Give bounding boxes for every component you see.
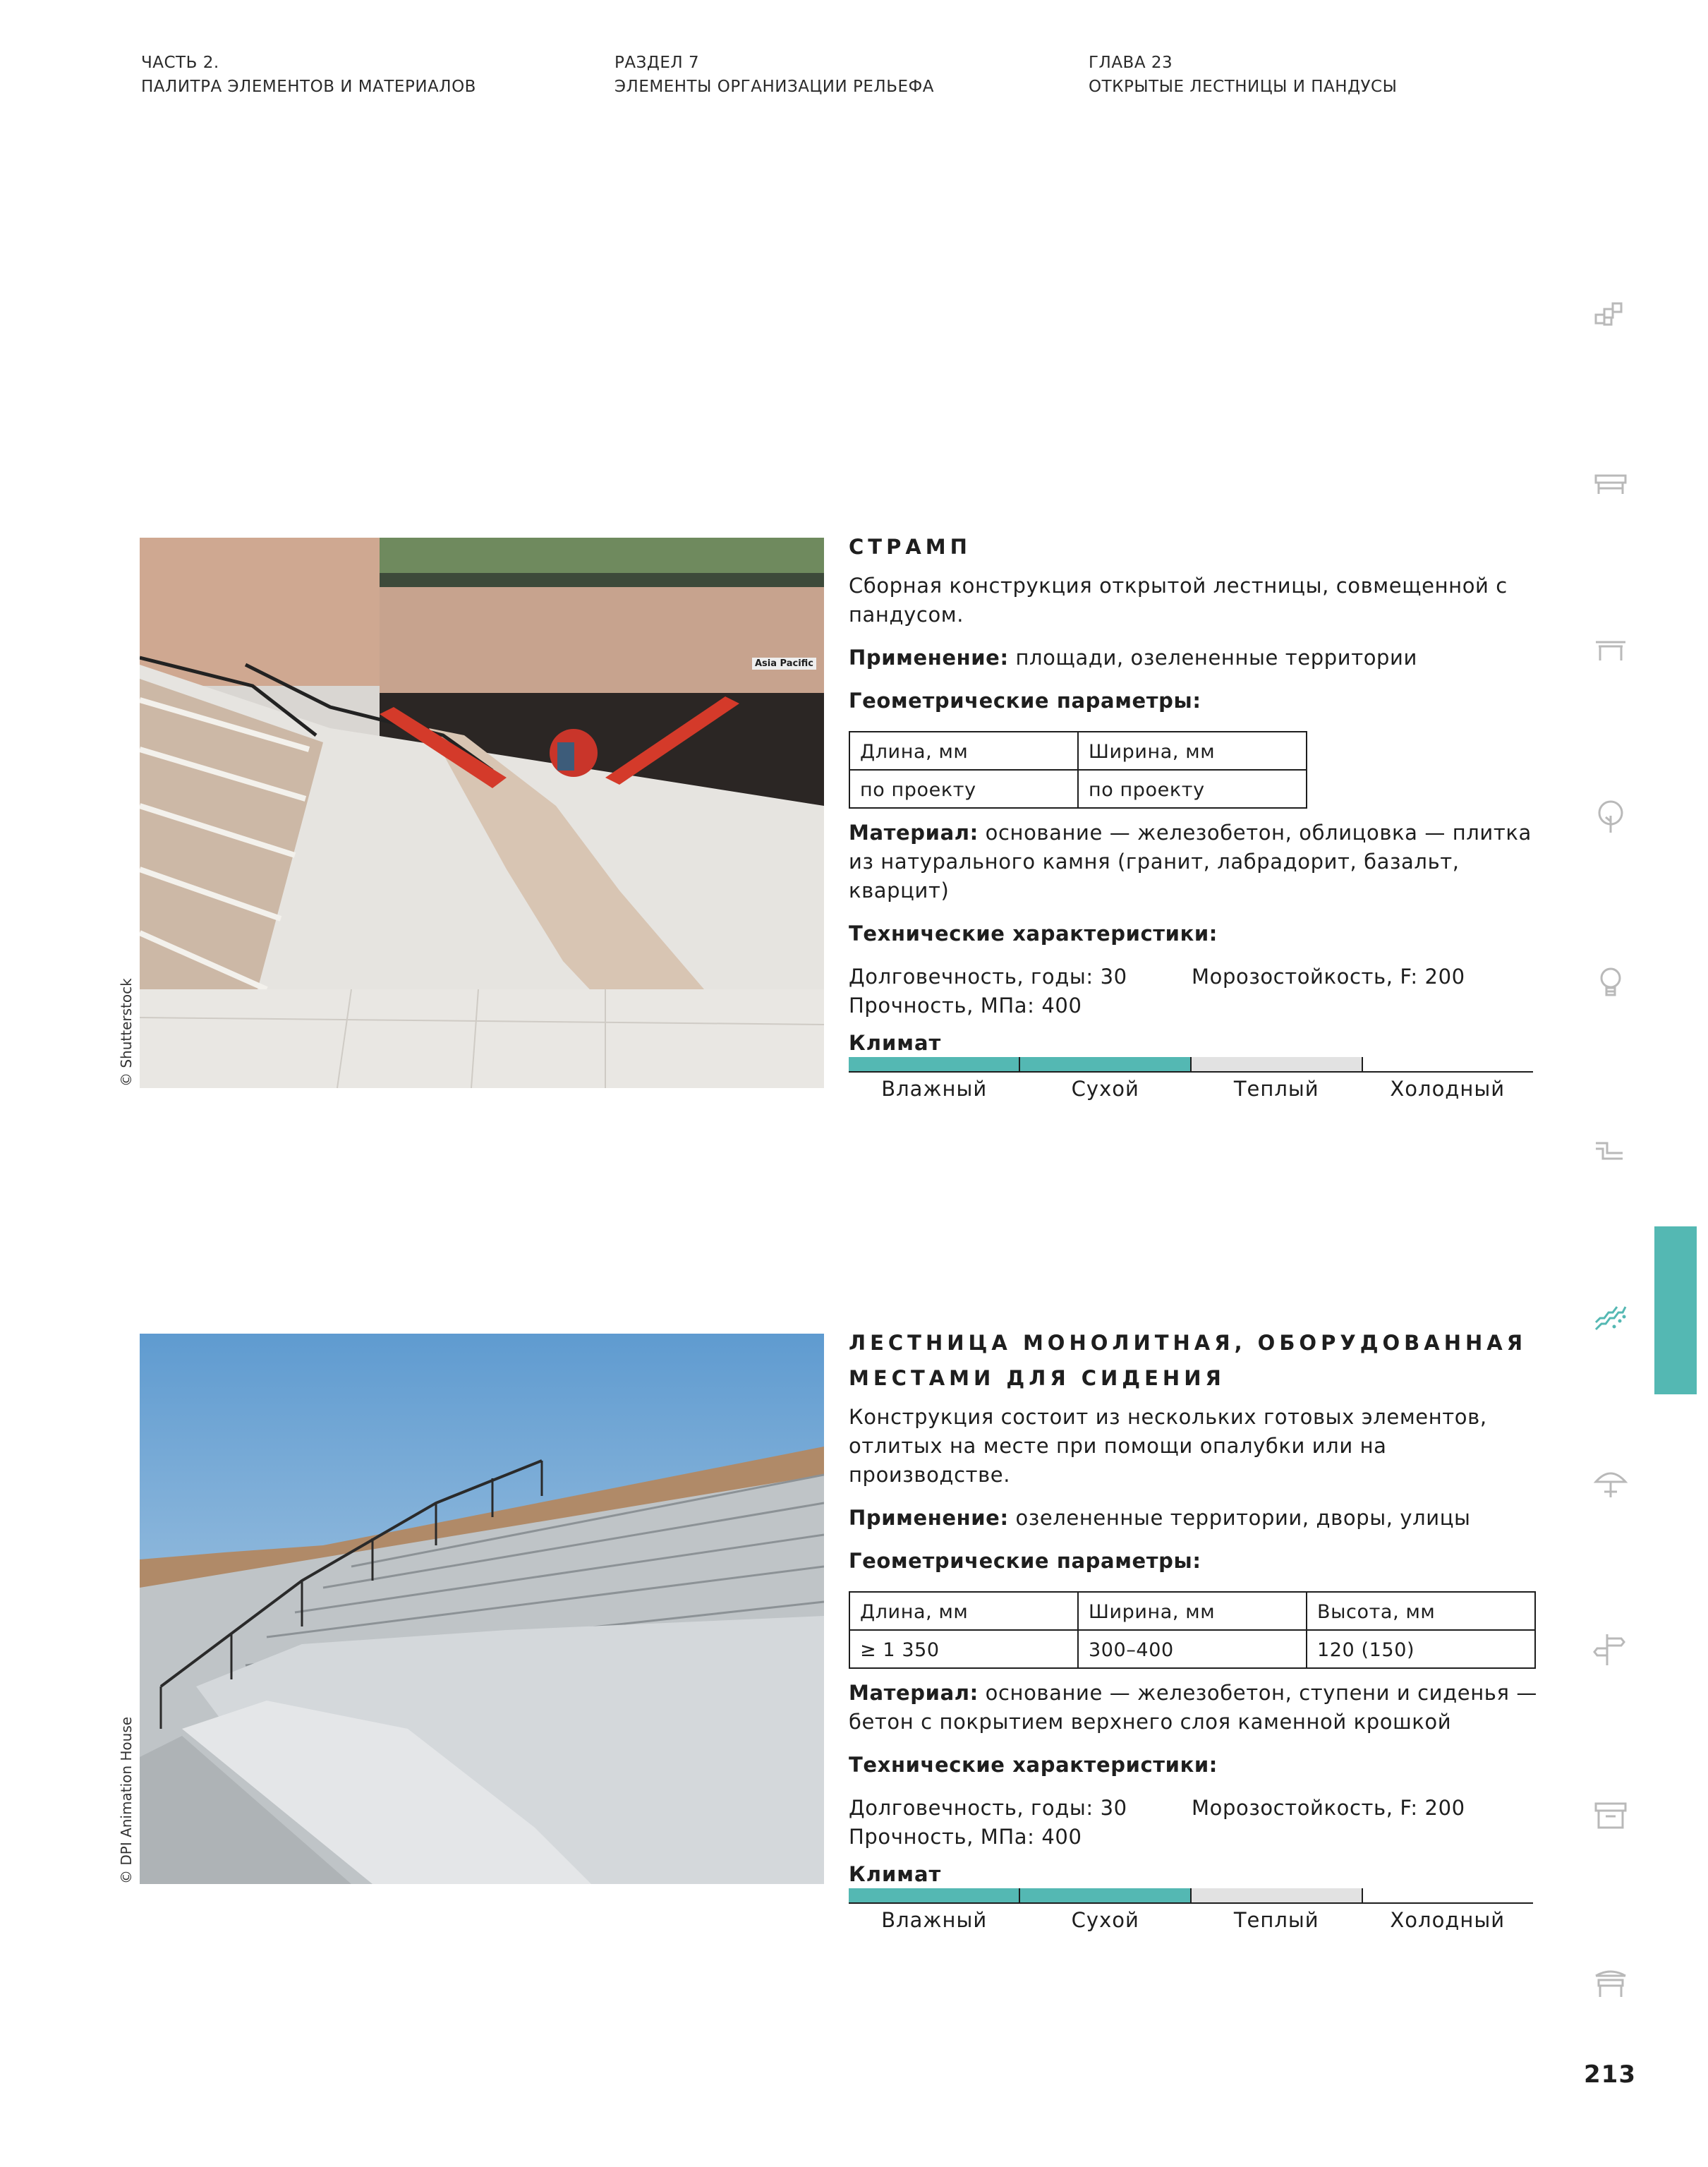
stramp-description-block xyxy=(849,529,1540,1105)
climate-bar xyxy=(849,1888,1533,1904)
climate-label-item: Холодный xyxy=(1390,1908,1506,1932)
tech-durability: Долговечность, годы: 30 xyxy=(849,1796,1127,1820)
lamp-icon[interactable] xyxy=(1593,965,1628,1001)
climate-label-item: Влажный xyxy=(881,1077,988,1101)
item-title: СТРАМП xyxy=(849,535,971,559)
geometry-table xyxy=(849,731,1307,809)
item-usage: Применение: озелененные территории, дворы, улицы xyxy=(849,1506,1471,1530)
climate-segment xyxy=(1019,1888,1190,1902)
geometry-label: Геометрические параметры: xyxy=(849,689,1201,713)
climate-segment xyxy=(1362,1057,1533,1071)
stramp-photo xyxy=(140,538,824,1088)
item-material: Материал: основание — железобетон, облицовка — плитка из натурального камня (гранит, лабрадорит, базальт, кварцит) xyxy=(849,821,1532,903)
tech-row xyxy=(849,1794,1540,1823)
item-description: Сборная конструкция открытой лестницы, совмещенной с пандусом. xyxy=(849,574,1508,627)
photo-sign: Asia Pacific xyxy=(752,658,816,670)
climate-segment xyxy=(1190,1888,1362,1902)
photo-credit: © Shutterstock xyxy=(118,978,135,1087)
climate-segment xyxy=(1362,1888,1533,1902)
item-usage: Применение: площади, озелененные территории xyxy=(849,646,1417,670)
climate-bar xyxy=(849,1057,1533,1073)
table-cell: 120 (150) xyxy=(1307,1630,1535,1668)
tree-icon[interactable] xyxy=(1593,799,1628,834)
umbrella-icon[interactable] xyxy=(1593,1465,1628,1500)
monolithic-stairs-description-block xyxy=(849,1325,1540,1936)
bench-icon[interactable] xyxy=(1593,466,1628,501)
page-number: 213 xyxy=(1584,2060,1636,2089)
header-chapter: ГЛАВА 23 ОТКРЫТЫЕ ЛЕСТНИЦЫ И ПАНДУСЫ xyxy=(1089,54,1398,96)
geometry-label: Геометрические параметры: xyxy=(849,1549,1201,1573)
climate-segment xyxy=(1190,1057,1362,1071)
item-material: Материал: основание — железобетон, ступени и сиденья — бетон с покрытием верхнего слоя каменной крошкой xyxy=(849,1681,1537,1734)
item-title: ЛЕСТНИЦА МОНОЛИТНАЯ, ОБОРУДОВАННАЯ МЕСТАМИ ДЛЯ СИДЕНИЯ xyxy=(849,1331,1527,1390)
table-cell: по проекту xyxy=(1078,770,1307,808)
tech-row xyxy=(849,991,1540,1020)
tech-frost: Морозостойкость, F: 200 xyxy=(1192,965,1465,989)
kiosk-icon[interactable] xyxy=(1593,1964,1628,2000)
tech-strength: Прочность, МПа: 400 xyxy=(849,994,1082,1018)
tech-strength: Прочность, МПа: 400 xyxy=(849,1825,1082,1849)
blocks-icon[interactable] xyxy=(1593,299,1628,334)
pipe-icon[interactable] xyxy=(1593,1132,1628,1167)
photo-credit: © DPI Animation House xyxy=(118,1716,135,1884)
table-cell: Длина, мм xyxy=(849,1592,1078,1630)
item-description: Конструкция состоит из нескольких готовых элементов, отлитых на месте при помощи опалубки или на производстве. xyxy=(849,1405,1487,1487)
climate-label: Климат xyxy=(849,1862,942,1886)
climate-label-item: Теплый xyxy=(1233,1908,1319,1932)
tech-label: Технические характеристики: xyxy=(849,922,1218,946)
climate-label-item: Сухой xyxy=(1071,1077,1139,1101)
geometry-table xyxy=(849,1591,1536,1669)
climate-segment xyxy=(849,1888,1019,1902)
climate-label-item: Сухой xyxy=(1071,1908,1139,1932)
table-cell: Высота, мм xyxy=(1307,1592,1535,1630)
climate-segment xyxy=(849,1057,1019,1071)
monolithic-stairs-photo xyxy=(140,1334,824,1884)
table-cell: по проекту xyxy=(849,770,1078,808)
climate-label-item: Влажный xyxy=(881,1908,988,1932)
tech-frost: Морозостойкость, F: 200 xyxy=(1192,1796,1465,1820)
table-cell: Ширина, мм xyxy=(1078,1592,1307,1630)
table-cell: 300–400 xyxy=(1078,1630,1307,1668)
header-section: РАЗДЕЛ 7 ЭЛЕМЕНТЫ ОРГАНИЗАЦИИ РЕЛЬЕФА xyxy=(614,54,935,96)
climate-label-item: Холодный xyxy=(1390,1077,1506,1101)
climate-labels xyxy=(849,1073,1533,1105)
tech-row xyxy=(849,1823,1540,1852)
tech-label: Технические характеристики: xyxy=(849,1753,1218,1777)
tech-durability: Долговечность, годы: 30 xyxy=(849,965,1127,989)
table-cell: Ширина, мм xyxy=(1078,732,1307,770)
climate-label: Климат xyxy=(849,1031,942,1055)
climate-label-item: Теплый xyxy=(1233,1077,1319,1101)
table-icon[interactable] xyxy=(1593,632,1628,668)
box-icon[interactable] xyxy=(1593,1798,1628,1833)
table-cell: ≥ 1 350 xyxy=(849,1630,1078,1668)
active-section-tab[interactable] xyxy=(1654,1226,1697,1394)
table-cell: Длина, мм xyxy=(849,732,1078,770)
climate-labels xyxy=(849,1904,1533,1936)
climate-segment xyxy=(1019,1057,1190,1071)
tech-row xyxy=(849,962,1540,991)
signpost-icon[interactable] xyxy=(1593,1631,1628,1667)
header-part: ЧАСТЬ 2. ПАЛИТРА ЭЛЕМЕНТОВ И МАТЕРИАЛОВ xyxy=(141,54,476,96)
stairs-icon[interactable] xyxy=(1593,1298,1628,1334)
